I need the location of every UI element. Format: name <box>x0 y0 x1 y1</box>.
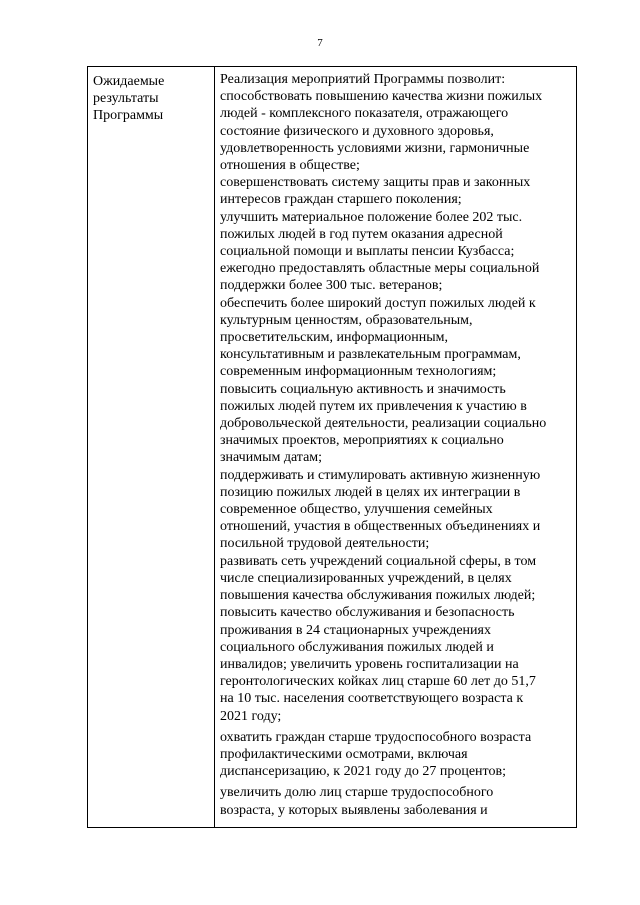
label-line: Программы <box>93 108 164 124</box>
content-line: профилактическими осмотрами, включая <box>220 746 468 762</box>
label-line: Ожидаемые <box>93 74 165 89</box>
content-line: диспансеризацию, к 2021 году до 27 процентов; <box>220 764 506 780</box>
content-line: культурным ценностям, образовательным, <box>220 312 473 328</box>
content-line: улучшить материальное положение более 202 тыс. <box>220 209 523 225</box>
content-cell <box>220 71 576 819</box>
content-line: повысить качество обслуживания и безопасность <box>220 605 515 621</box>
content-line: способствовать повышению качества жизни пожилых <box>220 89 543 105</box>
content-line: пожилых людей в год путем оказания адресной <box>220 226 503 242</box>
content-line: просветительским, информационным, <box>220 330 449 346</box>
content-line: интересов граждан старшего поколения; <box>220 192 462 208</box>
content-line: геронтологических койках лиц старше 60 лет до 51,7 <box>220 674 536 690</box>
content-line: обеспечить более широкий доступ пожилых людей к <box>220 295 536 311</box>
content-line: совершенствовать систему защиты прав и законных <box>220 175 531 191</box>
content-line: развивать сеть учреждений социальной сферы, в том <box>220 553 537 569</box>
content-line: повысить социальную активность и значимость <box>220 381 506 397</box>
page-number: 7 <box>317 37 323 49</box>
content-line: Реализация мероприятий Программы позволит: <box>220 72 506 87</box>
label-line: результаты <box>93 91 159 107</box>
content-line: консультативным и развлекательным программам, <box>220 347 521 363</box>
content-line: 2021 году; <box>220 708 282 724</box>
content-line: современным информационным технологиям; <box>220 364 497 380</box>
content-line: современное общество, улучшения семейных <box>220 502 493 518</box>
content-line: повышения качества обслуживания пожилых людей; <box>220 588 536 604</box>
content-line: социальной помощи и выплаты пенсии Кузбасса; <box>220 244 515 260</box>
content-line: возраста, у которых выявлены заболевания и <box>220 802 488 818</box>
content-line: людей - комплексного показателя, отражающего <box>220 106 509 122</box>
content-line: на 10 тыс. населения соответствующего возраста к <box>220 691 524 707</box>
content-line: поддерживать и стимулировать активную жизненную <box>220 467 541 483</box>
content-line: охватить граждан старше трудоспособного возраста <box>220 729 532 745</box>
content-line: добровольческой деятельности, реализации социально <box>220 416 547 432</box>
content-line: состояние физического и духовного здоровья, <box>220 123 494 139</box>
expected-results-table <box>87 66 577 828</box>
content-line: значимых проектов, мероприятиях к социально <box>220 433 504 449</box>
content-line: посильной трудовой деятельности; <box>220 536 430 552</box>
content-line: удовлетворенность условиями жизни, гармоничные <box>220 140 530 156</box>
content-line: инвалидов; увеличить уровень госпитализации на <box>220 656 519 672</box>
content-line: позицию пожилых людей в целях их интеграции в <box>220 484 521 500</box>
column-divider <box>214 67 215 827</box>
content-line: пожилых людей путем их привлечения к участию в <box>220 398 527 414</box>
content-line: ежегодно предоставлять областные меры социальной <box>220 261 540 277</box>
content-line: увеличить долю лиц старше трудоспособного <box>220 785 494 801</box>
content-line: значимым датам; <box>220 450 323 466</box>
content-line: проживания в 24 стационарных учреждениях <box>220 622 491 638</box>
content-line: отношения в обществе; <box>220 158 360 174</box>
content-line: социального обслуживания пожилых людей и <box>220 639 494 655</box>
content-line: отношений, участия в общественных объединениях и <box>220 519 541 535</box>
content-line: поддержки более 300 тыс. ветеранов; <box>220 278 443 294</box>
label-cell <box>93 73 209 125</box>
content-line: числе специализированных учреждений, в целях <box>220 570 512 586</box>
